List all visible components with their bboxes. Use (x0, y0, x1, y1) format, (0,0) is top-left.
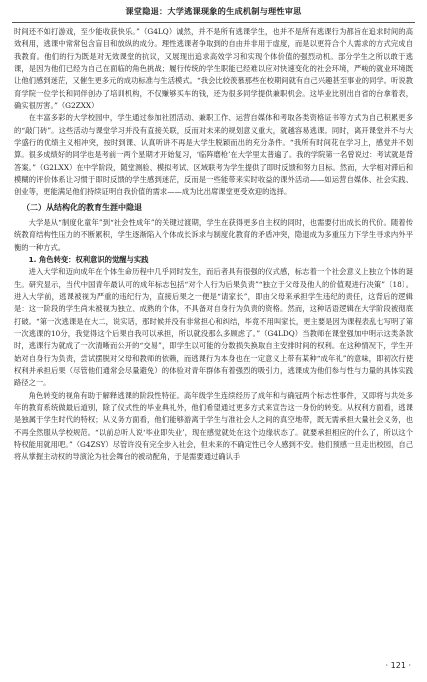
section-heading: （二）从结构化的教育生涯中隐退 (22, 202, 142, 212)
paragraph: 在丰富多彩的大学校园中，学生通过参加社团活动、兼职工作、运营自媒体和考取各类资格证书等方式为自己积累更多的“敲门砖”。这些活动与课堂学习并没有直接关联，反而对未来的规划意义重大，就越容易逃课。同时，离开课堂并不与大学盛行的优绩主义相冲突，按时到课、认真听讲不再是大学生脱颖而出的充分条件。“我所有时间花在学习上，感觉并不划算。很多成绩好的同学也是考前一两个星期才开始复习，‘临阵磨枪’在大学里太普遍了。我的学院第一名曾说过：考试就是背答案。”（G2LXX）在中学阶段，随堂测验、模拟考试、区域联考为学生提供了即时反馈和努力目标。然而，大学相对滞后和模糊的评价体系让习惯于即时反馈的学生感到迷茫，反而是一些能带来实时收益的课外活动——如运营自媒体、社会实践、创业等，更能满足他们持续证明自我价值的需求——成为比出席课堂更受欢迎的选择。 (14, 113, 413, 197)
paragraph: 时间还不如打游戏，至少能收获快乐。”（G4LQ）诚然，并不是所有逃课学生，也并不是所有逃课行为都旨在追求时间的高效利用，逃课中常常包含盲目和放纵的成分。理性逃课者争取到的自由并非用于虚度，而是以更符合个人需求的方式完成自我教育。他们的行为既是对无效课堂的抗议，又展现出追求高效学习和实现个体价值的强烈动机。部分学生之所以敢于逃课，是因为他们已经为自己在面临的角色挑战；履行传统的学生职能已经难以应对快速变化的社会环境，严峻的就业环境既让他们感到迷茫，又催生更多元的成功标准与生活模式。“我会比较羡慕那些在校期间就有自己兴趣甚至事业的同学。听说教育学院一位学长和同伴创办了培训机构，不仅赚够买车的钱，还为很多同学提供兼职机会。这毕业比别出自省的台拿着表，确实很厉害。”（G2ZXX） (14, 27, 413, 111)
subsection-heading: 1. 角色转变：权利意识的觉醒与实践 (28, 254, 149, 264)
running-header: 课堂隐退：大学逃课现象的生成机制与理性审思 (125, 6, 302, 16)
header-rule (12, 22, 415, 23)
paragraph: 角色转变的视角有助于解释逃课的阶段性特征。高年级学生连续经历了成年和与确冠两个标志性事件，又即将与共处多年的教育系统做最后道别，除了仪式性的毕业典礼外，他们希望通过更多方式来宣告这一身份的转变。从权利方面看，逃课是独属于学生时代的特权；从义务方面看，他们能够游离于学生与准社会人之间的真空地带，既无需承担大量社会义务，也不再全然服从学校规范。“以前总听人说‘毕业即失业’，现在感觉就处在这个边缘状态了。就要承担相应的什么了，所以这个特权能用就用吧。”（G4ZSY）尽管许没有完全步入社会，但未来的不确定性已令人感到不安。他们预感一旦走出校园，自己将从掌握主动权的导演沦为社会舞台的被动配角，于是需要通过确认手 (14, 390, 413, 462)
article-body (14, 26, 413, 464)
paragraph: 进入大学和迈向成年在个体生命历程中几乎同时发生，而后者具有很强的仪式感，标志着一个社会意义上独立个体的诞生。研究显示，当代中国青年最认可的成年标志包括“对个人行为后果负责”“独立于父母及他人的价值观进行决策”〔18〕。进入大学前，逃课被视为严重的违纪行为，直接后果之一便是“请家长”，即由父母来承担学生违纪的责任，这背后的逻辑是：这一阶段的学生尚未被视为独立、成熟的个体，不具备对自身行为负责的资格。然而，这种话语逻辑在大学阶段被彻底打破。“第一次逃课是在大二，说实话，那时候并没有非常担心和纠结，毕竟不用叫家长，更主要是因为课程表乱七写明了第一次逃课的10分，我觉得这个后果自我可以承担，所以就没那么多顾虑了。”（G4LDQ）当教师在课堂强加中明示这类条款时，逃课行为就成了一次清晰而公开的“交易”，即学生以可能的分数损失换取自主安排时间的权利。在这种情况下，学生开始对自身行为负责，尝试摆脱对父母和教师的依赖，而逃课行为本身也在一定意义上带有某种“成年礼”的意味，即初次行使权利并承担后果（尽管他们通常会尽量避免）的体验对青年群体有着强烈的吸引力，逃课成为他们参与性与力量的具体实践路径之一。 (14, 267, 413, 388)
paragraph: 大学是从“制度化童年”到“社会性成年”的关键过渡期，学生在获得更多自主权的同时，也需要付出成长的代价。随着传统教育结构性压力的不断累积，学生逐渐陷入个体成长诉求与制度化教育的矛盾冲突，隐退成为多重压力下学生寻求内外平衡的一种方式。 (14, 217, 413, 252)
page-number: · 121 · (385, 661, 411, 670)
